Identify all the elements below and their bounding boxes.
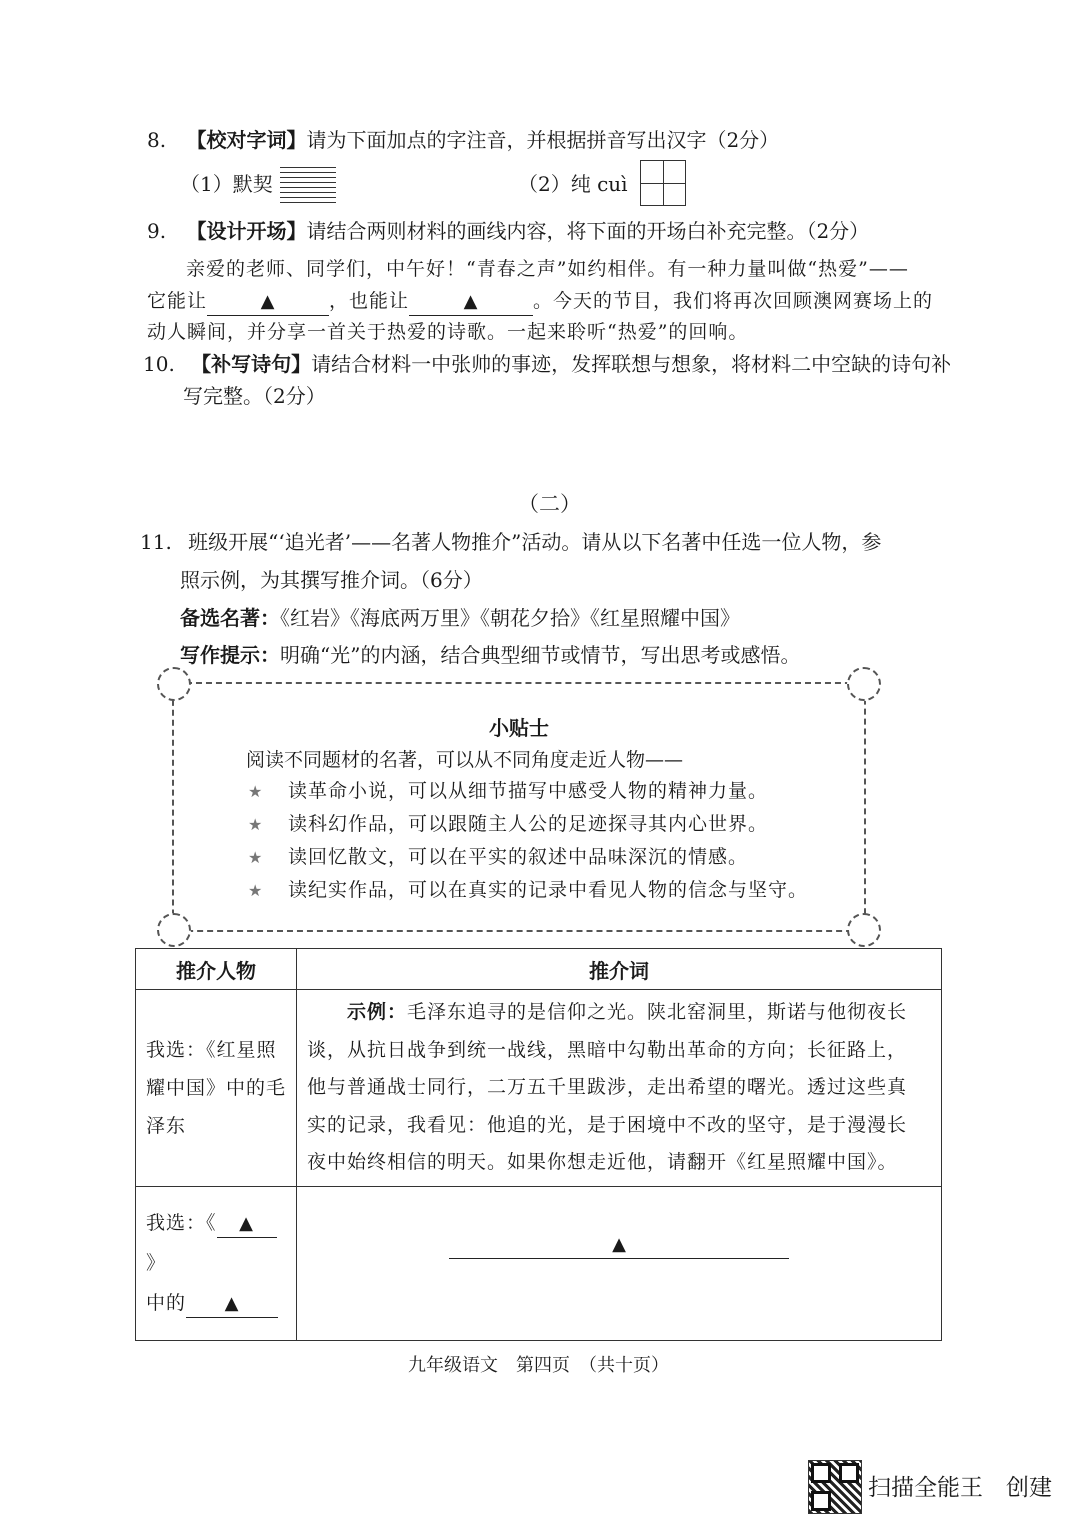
q8-item2: （2）纯 cuì <box>518 172 628 196</box>
tip-item: ★ 读革命小说，可以从细节描写中感受人物的精神力量。 <box>248 775 808 808</box>
tips-list <box>248 775 808 907</box>
character-grid-box <box>640 160 686 206</box>
q9-line2c: 。今天的节目，我们将再次回顾澳网赛场上的 <box>533 290 934 312</box>
answer-blank-person[interactable]: ▲ <box>186 1290 278 1318</box>
section-title: （二） <box>518 492 581 516</box>
col-header-recommendation: 推介词 <box>297 949 942 990</box>
q10-tag: 【补写诗句】 <box>191 352 312 376</box>
q8-tag: 【校对字词】 <box>186 128 307 152</box>
col-header-person: 推介人物 <box>136 949 297 990</box>
q9-text: 请结合两则材料的画线内容，将下面的开场白补充完整。（2分） <box>306 219 870 243</box>
answer-lines-pinyin <box>280 167 336 207</box>
q9-line3: 动人瞬间，并分享一首关于热爱的诗歌。一起来聆听“热爱”的回响。 <box>147 321 749 343</box>
q9-line2a: 它能让 <box>147 290 208 312</box>
q9-tag: 【设计开场】 <box>186 219 307 243</box>
star-icon: ★ <box>248 782 264 801</box>
tips-title: 小贴士 <box>489 716 549 740</box>
books-label: 备选名著： <box>180 606 280 630</box>
tip-item: ★ 读回忆散文，可以在平实的叙述中品味深沉的情感。 <box>248 841 808 874</box>
star-icon: ★ <box>248 848 264 867</box>
q10-text2: 写完整。（2分） <box>183 384 326 408</box>
star-icon: ★ <box>248 815 264 834</box>
q9-line2b: ，也能让 <box>329 290 410 312</box>
tip-item: ★ 读科幻作品，可以跟随主人公的足迹探寻其内心世界。 <box>248 808 808 841</box>
answer-blank-1[interactable]: ▲ <box>207 288 329 316</box>
star-icon: ★ <box>248 881 264 900</box>
answer-blank-recommendation[interactable]: ▲ <box>449 1231 789 1259</box>
q8-text: 请为下面加点的字注音，并根据拼音写出汉字（2分） <box>306 128 780 152</box>
q10-number: 10. <box>143 352 175 376</box>
q10-text1: 请结合材料一中张帅的事迹，发挥联想与想象，将材料二中空缺的诗句补 <box>311 352 952 376</box>
hint-text: 明确“光”的内涵，结合典型细节或情节，写出思考或感悟。 <box>280 643 801 667</box>
q11-text1: 班级开展“‘追光者’——名著人物推介”活动。请从以下名著中任选一位人物，参 <box>188 530 882 554</box>
tip-item: ★ 读纪实作品，可以在真实的记录中看见人物的信念与坚守。 <box>248 874 808 907</box>
q9-line1: 亲爱的老师、同学们，中午好！“青春之声”如约相伴。有一种力量叫做“热爱”—— <box>186 258 909 280</box>
books-list: 《红岩》《海底两万里》《朝花夕拾》《红星照耀中国》 <box>280 606 740 630</box>
qr-code-icon <box>808 1460 862 1514</box>
scanner-watermark: 扫描全能王 创建 <box>868 1475 1052 1501</box>
answer-text-cell <box>297 1186 942 1340</box>
q8-number: 8. <box>147 128 167 152</box>
tips-intro: 阅读不同题材的名著，可以从不同角度走近人物—— <box>246 749 684 771</box>
q11-text2: 照示例，为其撰写推介词。（6分） <box>180 568 483 592</box>
example-text-cell: 示例：毛泽东追寻的是信仰之光。陕北窑洞里，斯诺与他彻夜长 谈，从抗日战争到统一战线，黑暗中勾勒出革命的方向；长征路上， 他与普通战士同行，二万五千里跋涉，走出希望的曙光。透过这些真 实的记录，我看见：他追的光，是于困境中不改的坚守，是于漫漫长 夜中始终相信的明天。如果你想走近他，请翻开《红星照耀中国》。 <box>297 990 942 1187</box>
q8-item1: （1）默契 <box>180 172 273 196</box>
q9-number: 9. <box>147 219 167 243</box>
answer-person-cell: 我选：《 ▲》 中的 ▲ <box>136 1186 297 1340</box>
answer-blank-2[interactable]: ▲ <box>409 288 533 316</box>
answer-blank-book[interactable]: ▲ <box>217 1210 277 1238</box>
example-person-cell: 我选：《红星照 耀中国》中的毛 泽东 <box>136 990 297 1187</box>
page-footer: 九年级语文 第四页 （共十页） <box>408 1355 669 1376</box>
recommendation-table <box>135 948 942 1341</box>
hint-label: 写作提示： <box>180 643 280 667</box>
q11-number: 11. <box>140 530 172 554</box>
